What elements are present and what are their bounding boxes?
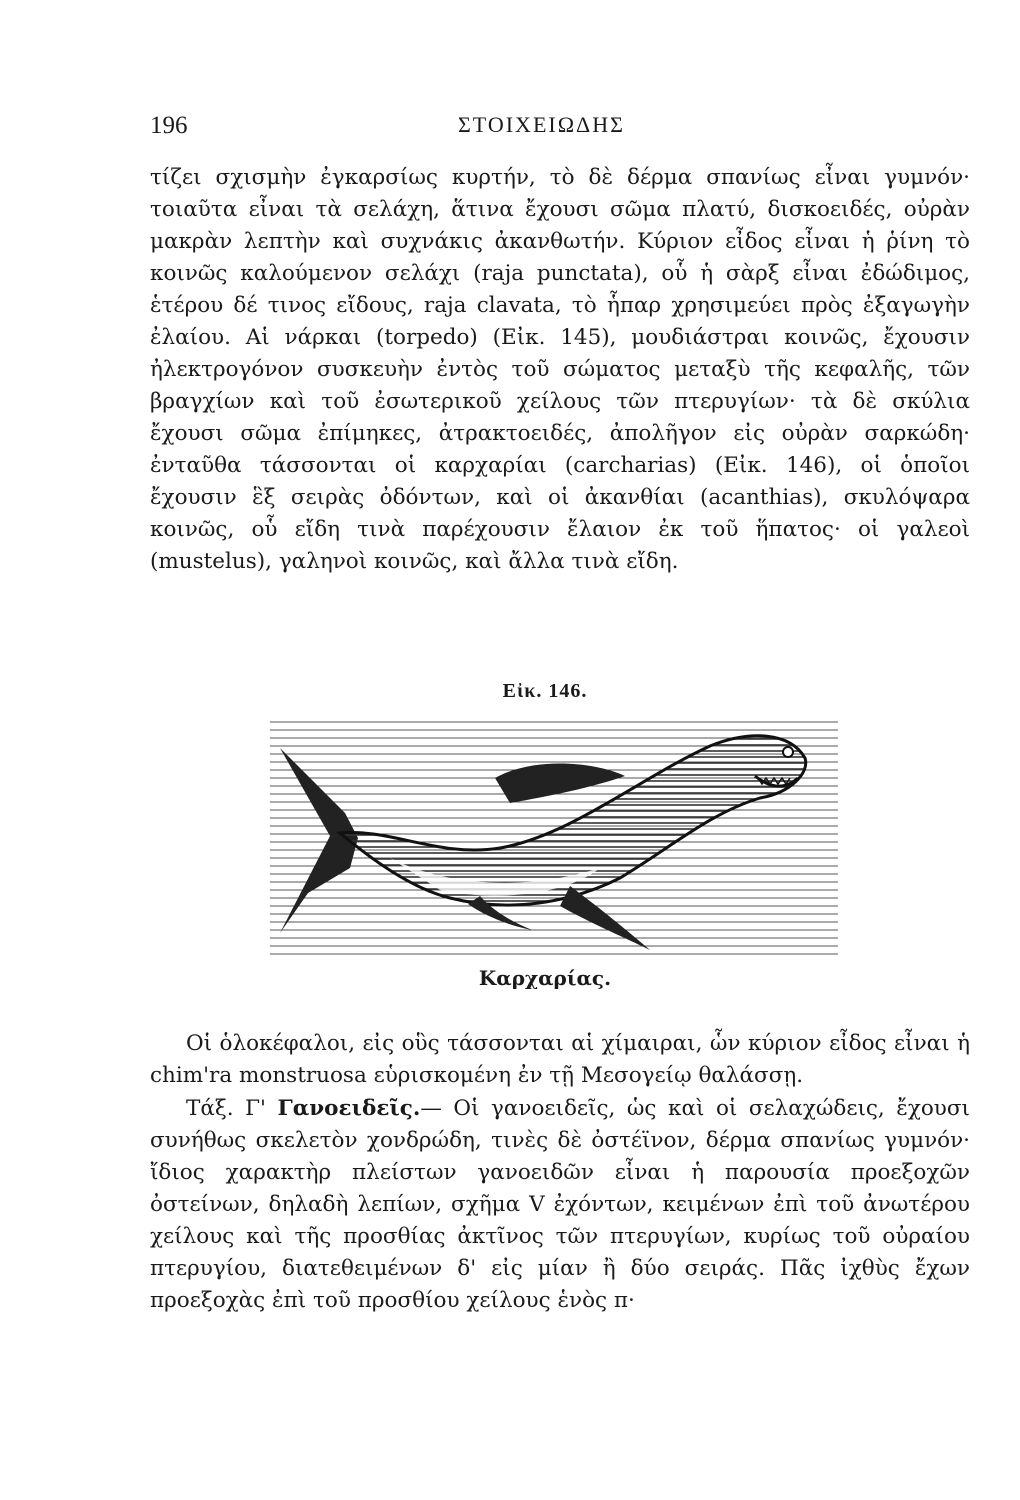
page-number: 196	[150, 112, 188, 139]
figure-caption: Καρχαρίας.	[478, 966, 612, 990]
running-head: ΣΤΟΙΧΕΙΩΔΗΣ	[458, 112, 625, 137]
page-header	[150, 112, 870, 148]
paragraph-3-text	[150, 1093, 970, 1317]
shark-eye	[783, 747, 793, 757]
paragraph-3-body: — Οἱ γανοειδεῖς, ὡς καὶ οἱ σελαχώδεις, ἔχουσι συνήθως σκελετὸν χονδρώδη, τινὲς δὲ ὀστέϊνον, δέρμα σπανίως γυμνόν· ἴδιος χαρακτὴρ πλείστων γανοειδῶν εἶναι ἡ παρουσία προεξοχῶν ὀστείνων, δηλαδὴ λεπίων, σχῆμα V ἐχόντων, κειμένων ἐπὶ τοῦ ἀνωτέρου χείλους καὶ τῆς προσθίας ἀκτῖνος τῶν πτερυγίων, κυρίως τοῦ οὐραίου πτερυγίου, διατεθειμένων δ' εἰς μίαν ἢ δύο σειράς. Πᾶς ἰχθὺς ἔχων προεξοχὰς ἐπὶ τοῦ προσθίου χείλους ἑνὸς π·	[150, 1096, 970, 1313]
paragraph-3	[150, 1093, 970, 1317]
shark-illustration	[270, 718, 838, 958]
paragraph-1-text: τίζει σχισμὴν ἐγκαρσίως κυρτήν, τὸ δὲ δέρμα σπανίως εἶναι γυμνόν· τοιαῦτα εἶναι τὰ σελάχη, ἅτινα ἔχουσι σῶμα πλατύ, δισκοειδές, οὐρὰν μακρὰν λεπτὴν καὶ συχνάκις ἀκανθωτήν. Κύριον εἶδος εἶναι ἡ ῥίνη τὸ κοινῶς καλούμενον σελάχι (raja punctata), οὗ ἡ σὰρξ εἶναι ἐδώδιμος, ἑτέρου δέ τινος εἴδους, raja clavata, τὸ ἧπαρ χρησιμεύει πρὸς ἐξαγωγὴν ἐλαίου. Αἱ νάρκαι (torpedo) (Εἰκ. 145), μουδιάστραι κοινῶς, ἔχουσιν ἠλεκτρογόνον συσκευὴν ἐντὸς τοῦ σώματος μεταξὺ τῆς κεφαλῆς, τῶν βραγχίων καὶ τοῦ ἐσωτερικοῦ χείλους τῶν πτερυγίων· τὰ δὲ σκύλια ἔχουσι σῶμα ἐπίμηκες, ἀτρακτοειδές, ἀπολῆγον εἰς οὐρὰν σαρκώδη· ἐνταῦθα τάσσονται οἱ καρχαρίαι (carcharias) (Εἰκ. 146), οἱ ὁποῖοι ἔχουσιν ἓξ σειρὰς ὀδόντων, καὶ οἱ ἀκανθίαι (acanthias), σκυλόψαρα κοινῶς, οὗ εἴδη τινὰ παρέχουσιν ἔλαιον ἐκ τοῦ ἥπατος· οἱ γαλεοὶ (mustelus), γαληνοὶ κοινῶς, καὶ ἄλλα τινὰ εἴδη.	[150, 165, 970, 574]
paragraph-2	[150, 1028, 970, 1092]
order-heading: Γανοειδεῖς.	[277, 1096, 421, 1121]
order-label: Τάξ. Γ'	[186, 1096, 266, 1121]
figure-label: Εἰκ. 146.	[502, 680, 588, 702]
paragraph-2-text: Οἱ ὁλοκέφαλοι, εἰς οὓς τάσσονται αἱ χίμαιραι, ὧν κύριον εἶδος εἶναι ἡ chim'ra monstruosa εὑρισκομένη ἐν τῇ Μεσογείῳ θαλάσσῃ.	[150, 1031, 970, 1088]
paragraph-1	[150, 162, 970, 578]
